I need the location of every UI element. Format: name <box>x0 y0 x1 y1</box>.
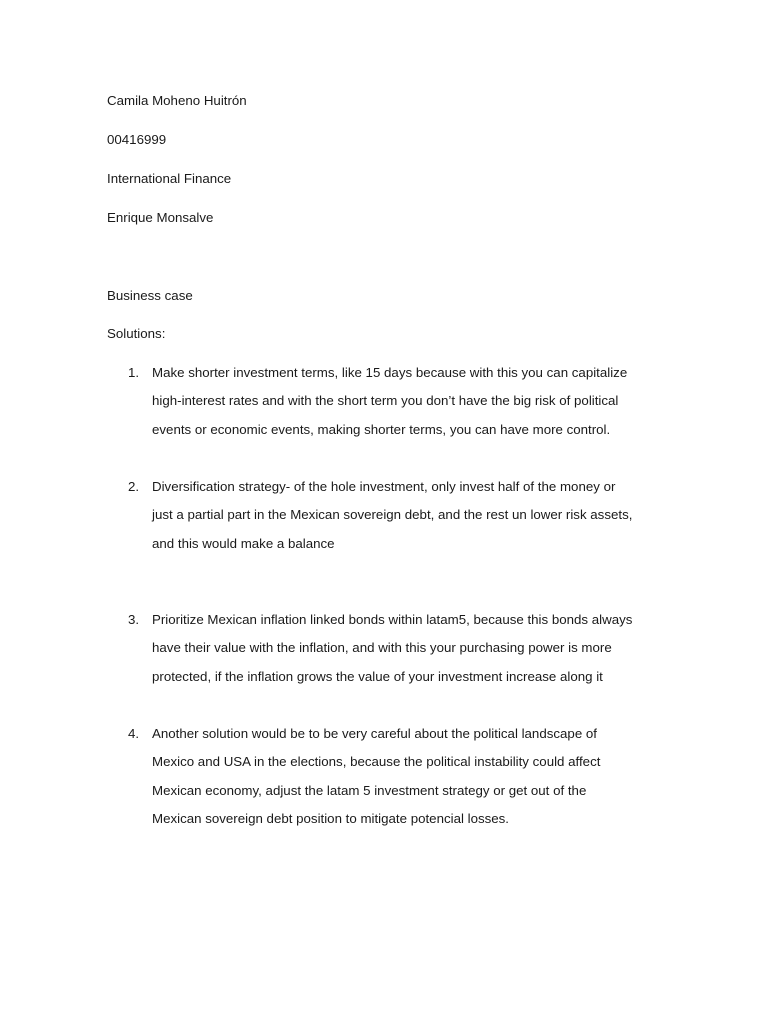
solution-line: have their value with the inflation, and with this your purchasing power is more <box>152 640 612 656</box>
solution-number: 3. <box>128 612 140 627</box>
solution-line: Another solution would be to be very careful about the political landscape of <box>152 726 597 741</box>
solution-line: Diversification strategy- of the hole investment, only invest half of the money or <box>152 479 616 494</box>
solution-line: protected, if the inflation grows the value of your investment increase along it <box>152 668 603 684</box>
solution-line: high-interest rates and with the short term you don’t have the big risk of political <box>152 393 619 409</box>
solution-line: events or economic events, making shorter terms, you can have more control. <box>152 421 611 437</box>
solution-number: 2. <box>128 479 140 494</box>
solution-line: Mexican economy, adjust the latam 5 investment strategy or get out of the <box>152 782 587 798</box>
solution-text <box>152 725 667 838</box>
solutions-label: Solutions: <box>107 326 166 341</box>
student-name: Camila Moheno Huitrón <box>107 93 247 108</box>
solution-line: and this would make a balance <box>152 535 335 551</box>
solution-line: Make shorter investment terms, like 15 days because with this you can capitalize <box>152 365 628 380</box>
section-title: Business case <box>107 288 193 303</box>
solution-text <box>152 364 667 449</box>
solution-text <box>152 611 667 696</box>
solution-line: Mexican sovereign debt position to mitigate potencial losses. <box>152 810 509 826</box>
solution-line: just a partial part in the Mexican sovereign debt, and the rest un lower risk assets, <box>152 507 633 523</box>
professor-name: Enrique Monsalve <box>107 210 214 225</box>
course-name: International Finance <box>107 171 232 186</box>
solution-number: 4. <box>128 726 140 741</box>
student-id: 00416999 <box>107 132 167 147</box>
solution-text <box>152 478 667 563</box>
solution-line: Prioritize Mexican inflation linked bonds within latam5, because this bonds always <box>152 612 633 627</box>
solution-line: Mexico and USA in the elections, because the political instability could affect <box>152 754 601 770</box>
solution-number: 1. <box>128 365 140 380</box>
